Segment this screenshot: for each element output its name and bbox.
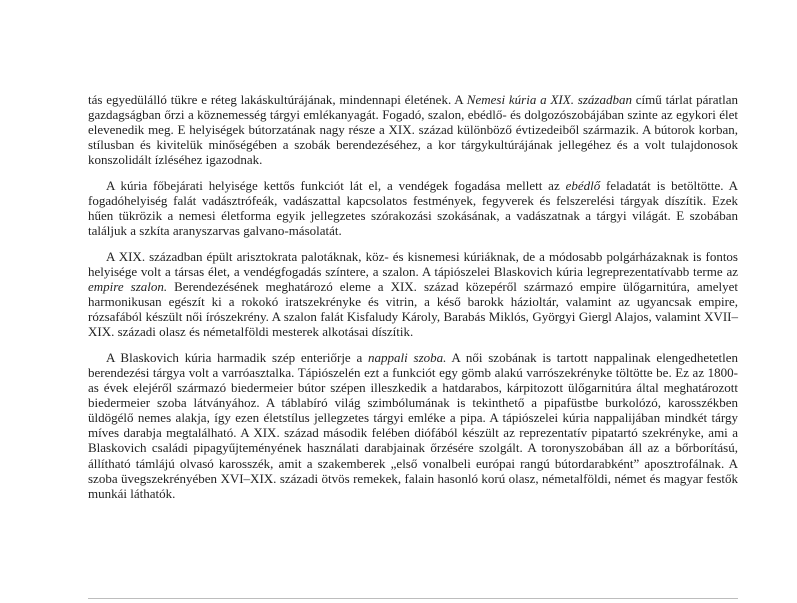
text-segment: című tárlat páratlan gazdagságban őrzi a köznemesség tárgyi emlékanyagát. Fogadó, szalon, ebédlő- és dolgozószobájában szinte az egykori élet elevenedik meg. E helyiségek bútorzatának nagy része a XIX. század különböző évtizedeiből származik. A bútorok korban, stílusban és kivitelük minőségében a szobák berendezéséhez, a kor tárgykultúrájának jellegéhez és a volt tulajdonosok konszolidált ízléséhez igazodnak. — [88, 92, 738, 168]
paragraph-nappali-szoba — [88, 350, 738, 501]
room-name-empire-szalon: empire szalon. — [88, 279, 168, 295]
text-segment: A női szobának is tartott nappalinak elengedhetetlen berendezési tárgya volt a varróasztalka. Tápiószelén ezt a funkciót egy gömb alakú varrószekrényke töltötte be. Ez az 1800-as évek elejéről származó biedermeier bútor szépen illeszkedik a hatdarabos, kárpitozott ülőgarnitúra által meghatározott biedermeier szoba látványához. A táblabíró világ szimbólumának is tekinthető a pipafüstbe burkolózó, karosszékben üldögélő nemes alakja, így ezen életstílus jellegzetes tárgyi emléke a pipa. A tápiószelei kúria nappalijában mindkét tárgy míves darabja megtalálható. A XIX. század második felében diófából készült az reprezentatív pipatartó szekrényke, ami a Blaskovich családi pipagyűjteményének használati darabjainak őrzésére szolgált. A toronyszobában áll az a bőrborítású, állítható támlájú olvasó karosszék, amit a szakemberek „első vonalbeli európai rangú bútordarabként” aposztrofálnak. A szoba üvegszekrényében XVI–XIX. századi ötvös remekek, falain hasonló korú olasz, németalföldi, német és magyar festők munkái láthatók. — [88, 349, 738, 501]
bottom-divider — [88, 598, 738, 599]
room-name-nappali-szoba: nappali szoba. — [368, 349, 447, 365]
text-segment: A XIX. században épült arisztokrata palotáknak, köz- és kisnemesi kúriáknak, de a módosabb polgárházaknak is fontos helyisége volt a társas élet, a vendégfogadás színtere, a szalon. A tápiószelei Blaskovich kúria legreprezentatívabb terme az — [88, 248, 738, 279]
exhibition-title: Nemesi kúria a XIX. században — [466, 92, 632, 107]
text-segment: Berendezésének meghatározó eleme a XIX. század közepéről származó empire ülőgarnitúra, amelyet harmonikusan egészít ki a rokokó iratszekrényke és vitrin, a késő barokk házioltár, valamint az ugyancsak empire, rózsafából készült női írószekrény. A szalon falát Kisfaludy Károly, Barabás Miklós, Györgyi Giergl Alajos, valamint XVII–XIX. századi olasz és németalföldi mesterek alkotásai díszítik. — [88, 279, 739, 340]
document-body — [88, 92, 738, 501]
paragraph-ebedlo — [88, 178, 738, 238]
text-segment: tás egyedülálló tükre e réteg lakáskultúrájának, mindennapi életének. A — [88, 92, 467, 107]
paragraph-empire-szalon — [88, 249, 738, 340]
text-segment: A kúria főbejárati helyisége kettős funkciót lát el, a vendégek fogadása mellett az — [106, 177, 566, 193]
room-name-ebedlo: ebédlő — [565, 177, 601, 193]
text-segment: feladatát is betöltötte. A fogadóhelyiség falát vadásztrófeák, vadászattal kapcsolatos festmények, fegyverek és felszerelési tárgyak díszítik. Ezek hűen tükrözik a nemesi életforma egyik jellegzetes szórakozási szokásának, a vadászatnak a tárgyi világát. E szobában találjuk a szkíta aranyszarvas galvano-másolatát. — [88, 177, 738, 239]
text-segment: A Blaskovich kúria harmadik szép enteriőrje a — [106, 349, 369, 365]
paragraph-nemesi-kuria — [88, 92, 738, 167]
